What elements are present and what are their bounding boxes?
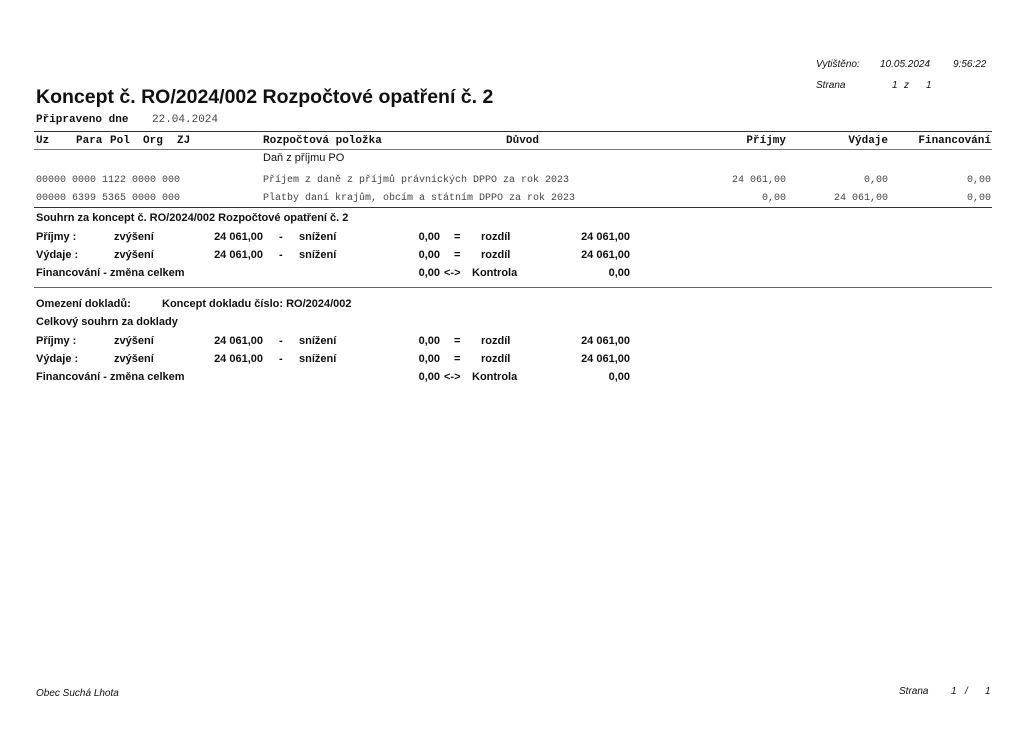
prepared-date: 22.04.2024 xyxy=(152,114,219,126)
arrow-sign: <-> xyxy=(444,267,461,279)
summary-label: Výdaje : xyxy=(36,353,79,365)
equals-sign: = xyxy=(454,231,461,243)
page-title: Koncept č. RO/2024/002 Rozpočtové opatření č. 2 xyxy=(36,86,494,108)
printed-date: 10.05.2024 xyxy=(880,59,931,70)
table-header-rule xyxy=(34,149,992,150)
summary-label: Výdaje : xyxy=(36,249,79,261)
footer-org: Obec Suchá Lhota xyxy=(36,688,119,699)
financing-label: Financování - změna celkem xyxy=(36,267,185,279)
arrow-sign: <-> xyxy=(444,371,461,383)
col-reason: Důvod xyxy=(506,135,540,147)
decrease-label: snížení xyxy=(299,231,337,243)
col-prijmy: Příjmy xyxy=(746,135,786,147)
increase-value: 24 061,00 xyxy=(214,335,263,347)
increase-label: zvýšení xyxy=(114,335,154,347)
row-financovani: 0,00 xyxy=(966,175,991,186)
difference-label: rozdíl xyxy=(481,231,511,243)
col-vydaje: Výdaje xyxy=(848,135,888,147)
minus-sign: - xyxy=(279,231,283,243)
difference-label: rozdíl xyxy=(481,249,511,261)
financing-value: 0,00 xyxy=(418,371,440,383)
difference-label: rozdíl xyxy=(481,335,511,347)
row-vydaje: 24 061,00 xyxy=(833,193,888,204)
decrease-value: 0,00 xyxy=(418,249,440,261)
row-financovani: 0,00 xyxy=(966,193,991,204)
increase-label: zvýšení xyxy=(114,231,154,243)
footer-page-sep: / xyxy=(965,686,968,697)
group-label: Daň z příjmu PO xyxy=(263,152,345,164)
row-text: Platby daní krajům, obcím a státním DPPO za rok 2023 xyxy=(263,193,576,204)
summary-label: Příjmy : xyxy=(36,335,77,347)
decrease-value: 0,00 xyxy=(418,335,440,347)
control-value: 0,00 xyxy=(608,267,630,279)
table-top-rule xyxy=(34,131,992,132)
decrease-value: 0,00 xyxy=(418,353,440,365)
footer-page-label: Strana xyxy=(899,686,929,697)
increase-label: zvýšení xyxy=(114,249,154,261)
col-zj: ZJ xyxy=(177,135,191,147)
col-financovani: Financování xyxy=(918,135,991,147)
col-uz: Uz xyxy=(36,135,50,147)
financing-value: 0,00 xyxy=(418,267,440,279)
table-bottom-rule xyxy=(34,207,992,208)
footer-page-current: 1 xyxy=(951,686,957,697)
summary-label: Příjmy : xyxy=(36,231,77,243)
difference-label: rozdíl xyxy=(481,353,511,365)
increase-value: 24 061,00 xyxy=(214,249,263,261)
minus-sign: - xyxy=(279,353,283,365)
page-total: 1 xyxy=(926,80,932,91)
increase-value: 24 061,00 xyxy=(214,231,263,243)
decrease-value: 0,00 xyxy=(418,231,440,243)
row-prijmy: 0,00 xyxy=(761,193,786,204)
page-sep: z xyxy=(904,80,909,91)
difference-value: 24 061,00 xyxy=(581,353,630,365)
printed-label: Vytištěno: xyxy=(816,59,860,70)
summary-title: Souhrn za koncept č. RO/2024/002 Rozpočtové opatření č. 2 xyxy=(36,212,349,224)
col-org: Org xyxy=(143,135,163,147)
page-current: 1 xyxy=(892,80,898,91)
col-pol: Pol xyxy=(110,135,130,147)
control-value: 0,00 xyxy=(608,371,630,383)
equals-sign: = xyxy=(454,249,461,261)
limits-label: Omezení dokladů: xyxy=(36,298,131,310)
control-label: Kontrola xyxy=(472,371,518,383)
decrease-label: snížení xyxy=(299,353,337,365)
limits-value: Koncept dokladu číslo: RO/2024/002 xyxy=(162,298,352,310)
equals-sign: = xyxy=(454,335,461,347)
decrease-label: snížení xyxy=(299,249,337,261)
equals-sign: = xyxy=(454,353,461,365)
prepared-label: Připraveno dne xyxy=(36,114,129,126)
printed-time: 9:56:22 xyxy=(953,59,987,70)
increase-label: zvýšení xyxy=(114,353,154,365)
section-rule xyxy=(34,287,992,288)
col-para: Para xyxy=(76,135,103,147)
minus-sign: - xyxy=(279,335,283,347)
minus-sign: - xyxy=(279,249,283,261)
row-codes: 00000 0000 1122 0000 000 xyxy=(36,175,181,186)
total-summary-title: Celkový souhrn za doklady xyxy=(36,316,178,328)
difference-value: 24 061,00 xyxy=(581,231,630,243)
row-vydaje: 0,00 xyxy=(863,175,888,186)
difference-value: 24 061,00 xyxy=(581,335,630,347)
decrease-label: snížení xyxy=(299,335,337,347)
footer-page-total: 1 xyxy=(985,686,991,697)
row-codes: 00000 6399 5365 0000 000 xyxy=(36,193,181,204)
difference-value: 24 061,00 xyxy=(581,249,630,261)
col-item: Rozpočtová položka xyxy=(263,135,382,147)
financing-label: Financování - změna celkem xyxy=(36,371,185,383)
row-prijmy: 24 061,00 xyxy=(731,175,786,186)
control-label: Kontrola xyxy=(472,267,518,279)
increase-value: 24 061,00 xyxy=(214,353,263,365)
row-text: Příjem z daně z příjmů právnických DPPO za rok 2023 xyxy=(263,175,570,186)
page-label: Strana xyxy=(816,80,846,91)
